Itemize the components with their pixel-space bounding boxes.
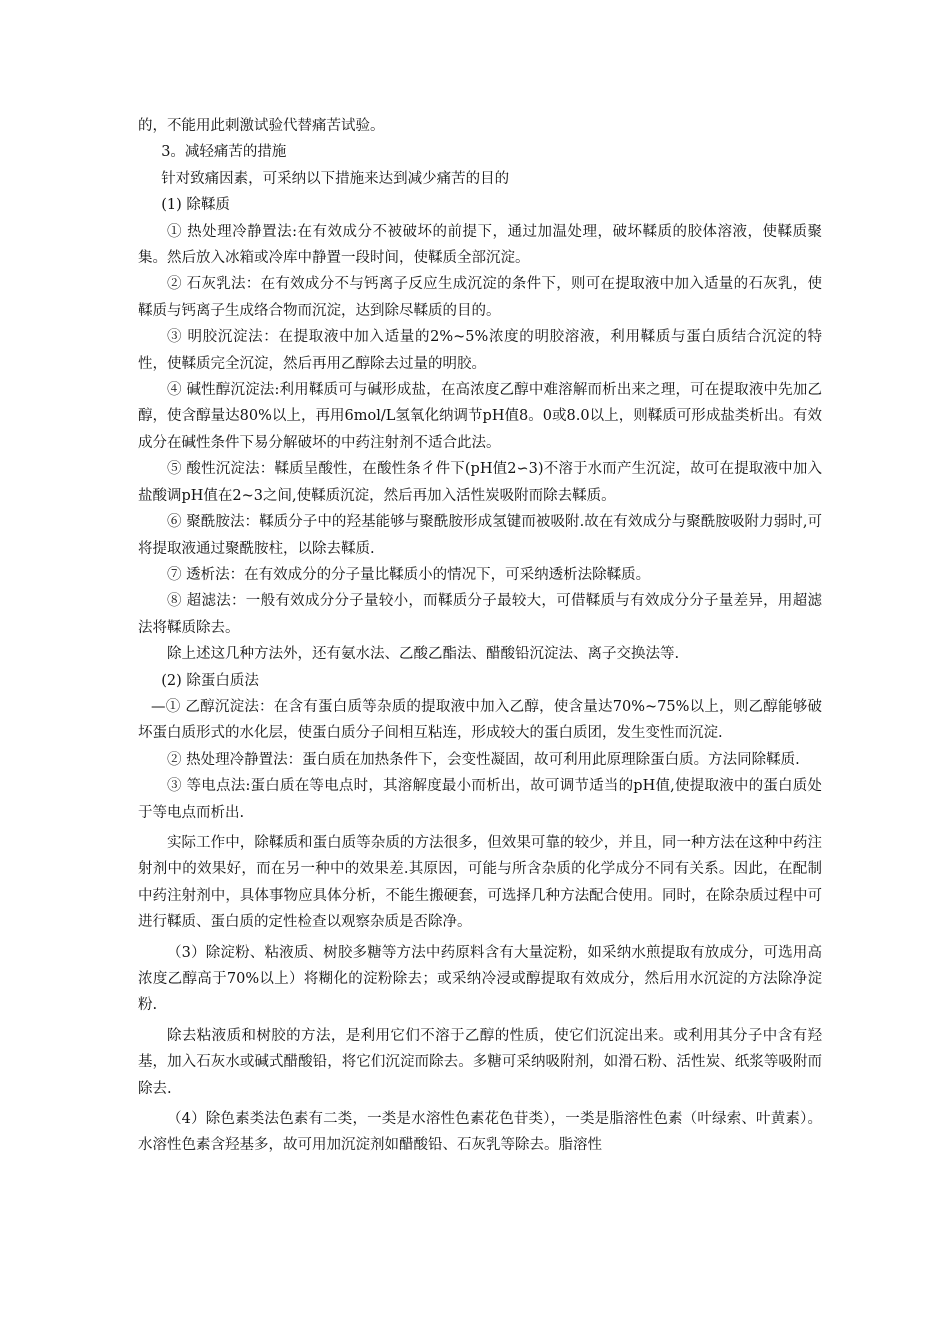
paragraph-polyamide: ⑥ 聚酰胺法：鞣质分子中的羟基能够与聚酰胺形成氢键而被吸附.故在有效成分与聚酰胺吸附力弱时,可将提取液通过聚酰胺柱，以除去鞣质. [138,514,822,557]
subheading-remove-tannin: (1) 除鞣质 [161,197,230,214]
paragraph-isoelectric-point: ③ 等电点法:蛋白质在等电点时，其溶解度最小而析出，故可调节适当的pH值,使提取液中的蛋白质处于等电点而析出. [138,778,822,821]
document-page [138,113,822,1159]
paragraph-heat-treatment: ① 热处理冷静置法:在有效成分不被破坏的前提下，通过加温处理，破坏鞣质的胶体溶液，使鞣质聚集。然后放入冰箱或冷库中静置一段时间，使鞣质全部沉淀。 [138,223,822,267]
paragraph-acid-precipitation: ⑤ 酸性沉淀法：鞣质呈酸性，在酸性条彳件下(pH值2∽3)不溶于水而产生沉淀，故可在提取液中加入盐酸调pH值在2~3之间,使鞣质沉淀，然后再加入活性炭吸附而除去鞣质。 [138,461,822,504]
paragraph-practical-work: 实际工作中，除鞣质和蛋白质等杂质的方法很多，但效果可靠的较少，并且，同一种方法在这种中药注射剂中的效果好，而在另一种中的效果差.其原因，可能与所含杂质的化学成分不同有关系。因此，在配制中药注射剂中，具体事物应具体分析，不能生搬硬套，可选择几种方法配合使用。同时，在除杂质过程中可进行鞣质、蛋白质的定性检查以观察杂质是否除净。 [138,834,822,931]
subheading-remove-protein: (2) 除蛋白质法 [161,672,259,689]
paragraph-dialysis: ⑦ 透析法：在有效成分的分子量比鞣质小的情况下，可采纳透析法除鞣质。 [167,566,651,583]
paragraph-intro: 针对致痛因素，可采纳以下措施来达到减少痛苦的目的 [161,170,510,187]
paragraph-remove-pigment: （4）除色素类法色素有二类，一类是水溶性色素花色苷类），一类是脂溶性色素（叶绿索、叶黄素）。水溶性色素含羟基多，故可用加沉淀剂如醋酸铅、石灰乳等除去。脂溶性 [138,1111,822,1154]
paragraph-remove-starch: （3）除淀粉、粘液质、树胶多糖等方法中药原料含有大量淀粉，如采纳水煎提取有放成分，可选用高浓度乙醇高于70%以上）将糊化的淀粉除去；或采纳冷浸或醇提取有效成分，然后用水沉淀的方法除净淀粉. [138,944,822,1014]
paragraph-remove-mucilage: 除去粘液质和树胶的方法，是利用它们不溶于乙醇的性质，使它们沉淀出来。或利用其分子中含有羟基，加入石灰水或碱式醋酸铅，将它们沉淀而除去。多糖可采纳吸附剂，如滑石粉、活性炭、纸浆等吸附而除去. [138,1027,822,1097]
paragraph-protein-heat-treatment: ② 热处理冷静置法：蛋白质在加热条件下，会变性凝固，故可利用此原理除蛋白质。方法同除鞣质. [167,751,800,768]
paragraph-alkaline-alcohol: ④ 碱性醇沉淀法:利用鞣质可与碱形成盐，在高浓度乙醇中难溶解而析出来之理，可在提取液中先加乙醇，使含醇量达80%以上，再用6mol/L氢氧化纳调节pH值8。0或8.0以上，则鞣质可形成盐类析出。有效成分在碱性条件下易分解破坏的中药注射剂不适合此法。 [138,382,822,451]
paragraph-ethanol-precipitation: —① 乙醇沉淀法：在含有蛋白质等杂质的提取液中加入乙醇，使含量达70%~75%以上，则乙醇能够破坏蛋白质形式的水化层，使蛋白质分子间相互粘连，形成较大的蛋白质团，发生变性而沉淀. [138,698,822,742]
paragraph-lime-milk: ② 石灰乳法：在有效成分不与钙离子反应生成沉淀的条件下，则可在提取液中加入适量的石灰乳，使鞣质与钙离子生成络合物而沉淀，达到除尽鞣质的目的。 [138,276,822,319]
paragraph-ultrafiltration: ⑧ 超滤法：一般有效成分分子量较小，而鞣质分子最较大，可借鞣质与有效成分分子量差异，用超滤法将鞣质除去。 [138,593,822,636]
paragraph-continuation: 的，不能用此刺激试验代替痛苦试验。 [138,118,385,134]
paragraph-gelatin: ③ 明胶沉淀法：在提取液中加入适量的2%~5%浓度的明胶溶液，利用鞣质与蛋白质结合沉淀的特性，使鞣质完全沉淀，然后再用乙醇除去过量的明胶。 [138,329,822,372]
section-heading-reduce-pain: 3。减轻痛苦的措施 [161,144,287,161]
paragraph-other-methods: 除上述这几种方法外，还有氨水法、乙酸乙酯法、醋酸铅沉淀法、离子交换法等. [167,646,680,663]
